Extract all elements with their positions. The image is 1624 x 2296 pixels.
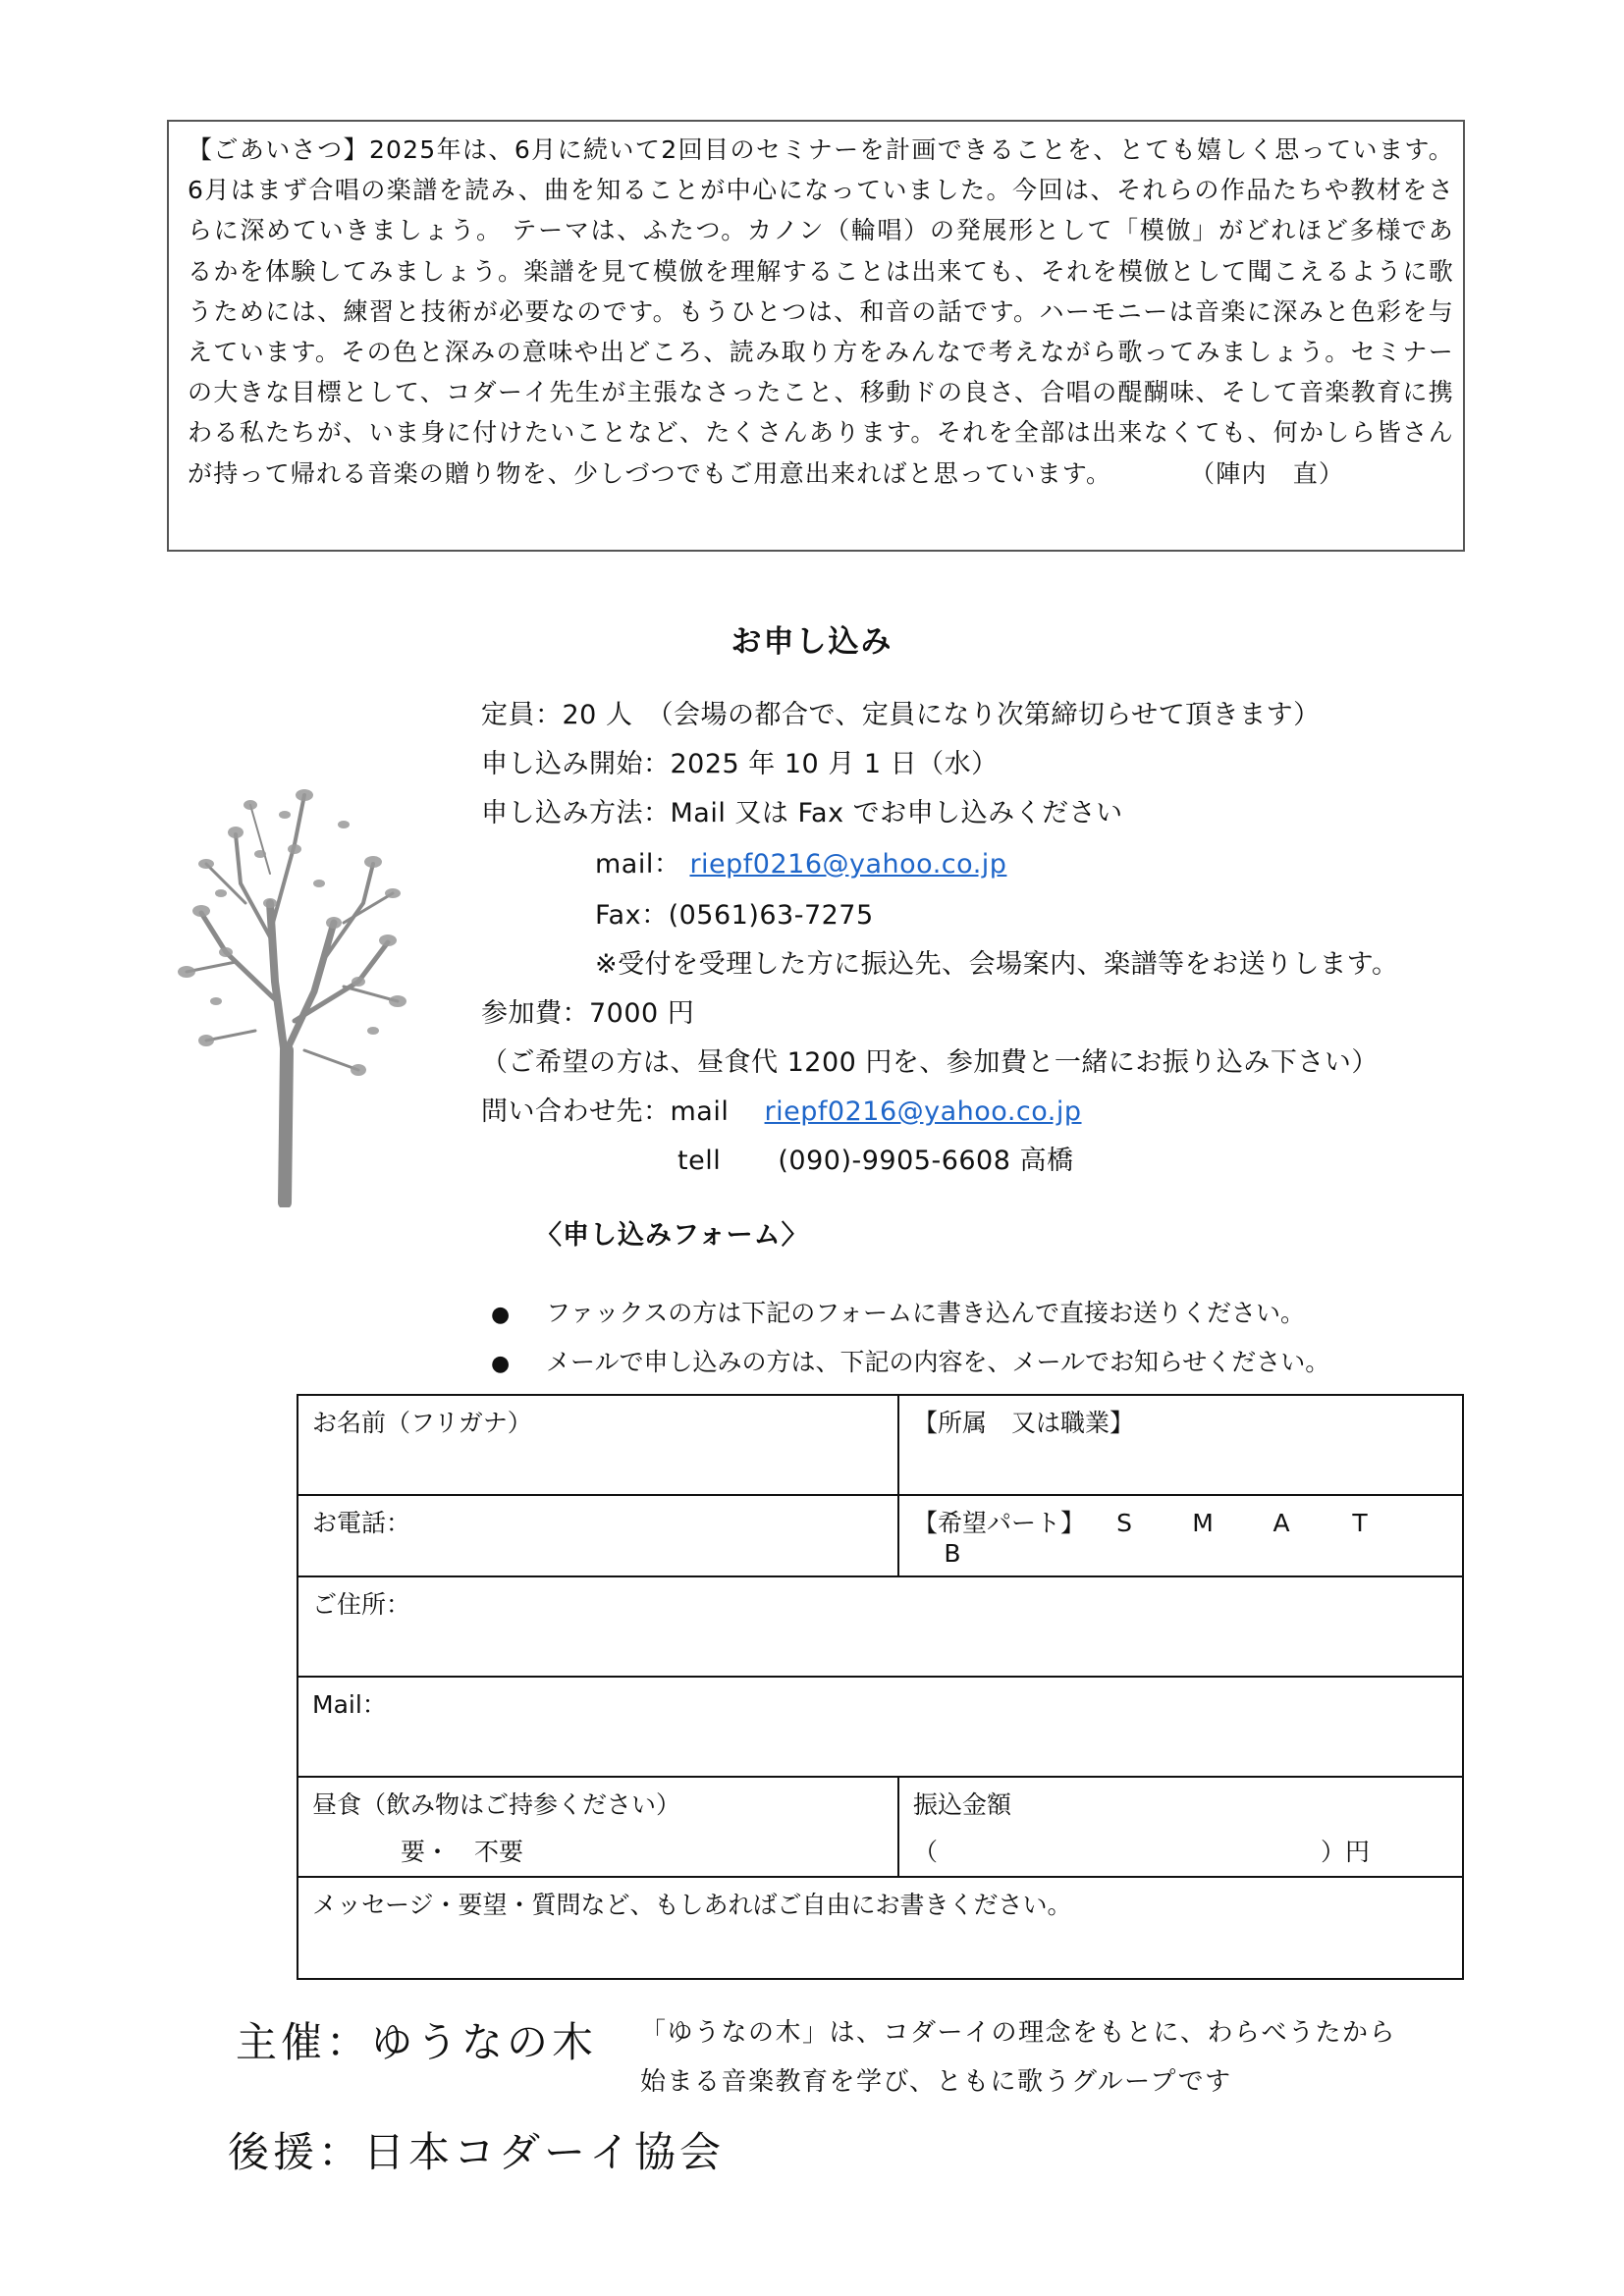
phone-label: お電話： xyxy=(312,1509,411,1537)
mail-label: Mail： xyxy=(312,1690,387,1719)
method-line: 申し込み方法：Mail 又は Fax でお申し込みください xyxy=(481,798,1123,828)
contact-line xyxy=(481,1090,1082,1128)
part-label: 【希望パート】 xyxy=(913,1509,1086,1537)
part-option-b[interactable]: B xyxy=(944,1539,961,1568)
tell-label: tell xyxy=(677,1146,722,1176)
mail-line xyxy=(595,842,1006,881)
transfer-amount[interactable] xyxy=(913,1833,1448,1868)
part-option-t[interactable]: T xyxy=(1352,1509,1368,1537)
mail-label: mail： xyxy=(595,849,681,880)
affiliation-label: 【所属 又は職業】 xyxy=(913,1409,1135,1437)
contact-mail-link[interactable]: riepf0216@yahoo.co.jp xyxy=(764,1096,1082,1127)
bullet-mail-text: メールで申し込みの方は、下記の内容を、メールでお知らせください。 xyxy=(546,1348,1330,1376)
host-label: 主催：ゆうなの木 xyxy=(236,2018,598,2066)
part-field xyxy=(898,1495,1463,1576)
bullet-mail xyxy=(491,1343,1329,1378)
transfer-label: 振込金額 xyxy=(913,1790,1012,1819)
message-label: メッセージ・要望・質問など、もしあればご自由にお書きください。 xyxy=(312,1891,1072,1919)
group-description-2: 始まる音楽教育を学び、ともに歌うグループです xyxy=(640,2067,1232,2097)
bullet-dot: ● xyxy=(491,1303,511,1327)
transfer-close: ）円 xyxy=(1321,1838,1371,1866)
support-label: 後援：日本コダーイ協会 xyxy=(228,2128,726,2176)
lunch-field xyxy=(298,1777,898,1877)
address-field[interactable] xyxy=(298,1576,1463,1677)
fee-line: 参加費：7000 円 xyxy=(481,998,695,1029)
capacity-line: 定員：20 人 （会場の都合で、定員になり次第締切らせて頂きます） xyxy=(481,700,1321,730)
greeting-text: 【ごあいさつ】2025年は、6月に続いて2回目のセミナーを計画できることを、とても嬉しく思っています。6月はまず合唱の楽譜を読み、曲を知ることが中心になっていました。今回は、それらの作品たちや教材をさらに深めていきましょう。 テーマは、ふたつ。カノン（輪唱）の発展形として「模倣」がどれほど多様であるかを体験してみましょう。楽譜を見て模倣を理解することは出来ても、それを模倣として聞こえるように歌うためには、練習と技術が必要なのです。もうひとつは、和音の話です。ハーモニーは音楽に深みと色彩を与えています。その色と深みの意味や出どころ、読み取り方をみんなで考えながら歌ってみましょう。セミナーの大きな目標として、コダーイ先生が主張なさったこと、移動ドの良さ、合唱の醍醐味、そして音楽教育に携わる私たちが、いま身に付けたいことなど、たくさんあります。それを全部は出来なくても、何かしら皆さんが持って帰れる音楽の贈り物を、少しづつでもご用意出来ればと思っています。 （陣内 直） xyxy=(188,135,1454,488)
lunch-note-line: （ご希望の方は、昼食代 1200 円を、参加費と一緒にお振り込み下さい） xyxy=(481,1047,1379,1078)
affiliation-field[interactable] xyxy=(898,1395,1463,1495)
bullet-fax-text: ファックスの方は下記のフォームに書き込んで直接お送りください。 xyxy=(546,1299,1306,1327)
tell-value: (090)-9905-6608 高橋 xyxy=(778,1146,1074,1176)
phone-field[interactable] xyxy=(298,1495,898,1576)
start-line: 申し込み開始：2025 年 10 月 1 日（水） xyxy=(481,749,999,779)
part-option-a[interactable]: A xyxy=(1272,1509,1290,1537)
fax-line: Fax：(0561)63-7275 xyxy=(595,900,874,931)
group-description-1: 「ゆうなの木」は、コダーイの理念をもとに、わらべうたから xyxy=(640,2018,1397,2048)
tree-illustration xyxy=(147,756,422,1207)
name-field[interactable] xyxy=(298,1395,898,1495)
name-label: お名前（フリガナ） xyxy=(312,1409,532,1437)
application-form xyxy=(297,1394,1464,1980)
part-option-s[interactable]: S xyxy=(1116,1509,1132,1537)
apply-heading: お申し込み xyxy=(731,624,893,660)
message-field[interactable] xyxy=(298,1877,1463,1979)
lunch-label: 昼食（飲み物はご持参ください） xyxy=(312,1790,681,1819)
mail-link[interactable]: riepf0216@yahoo.co.jp xyxy=(689,849,1007,880)
note-line: ※受付を受理した方に振込先、会場案内、楽譜等をお送りします。 xyxy=(595,949,1399,980)
part-option-m[interactable]: M xyxy=(1192,1509,1214,1537)
form-heading: 〈申し込みフォーム〉 xyxy=(535,1220,809,1251)
mail-field[interactable] xyxy=(298,1677,1463,1777)
lunch-choice[interactable]: 要・ 不要 xyxy=(401,1838,524,1866)
greeting-box xyxy=(167,120,1465,552)
bullet-fax xyxy=(491,1294,1305,1329)
contact-label: 問い合わせ先：mail xyxy=(481,1096,730,1127)
tell-line xyxy=(677,1139,1074,1177)
transfer-field xyxy=(898,1777,1463,1877)
bullet-dot: ● xyxy=(491,1352,511,1376)
address-label: ご住所： xyxy=(312,1590,411,1619)
transfer-open: （ xyxy=(913,1838,939,1866)
